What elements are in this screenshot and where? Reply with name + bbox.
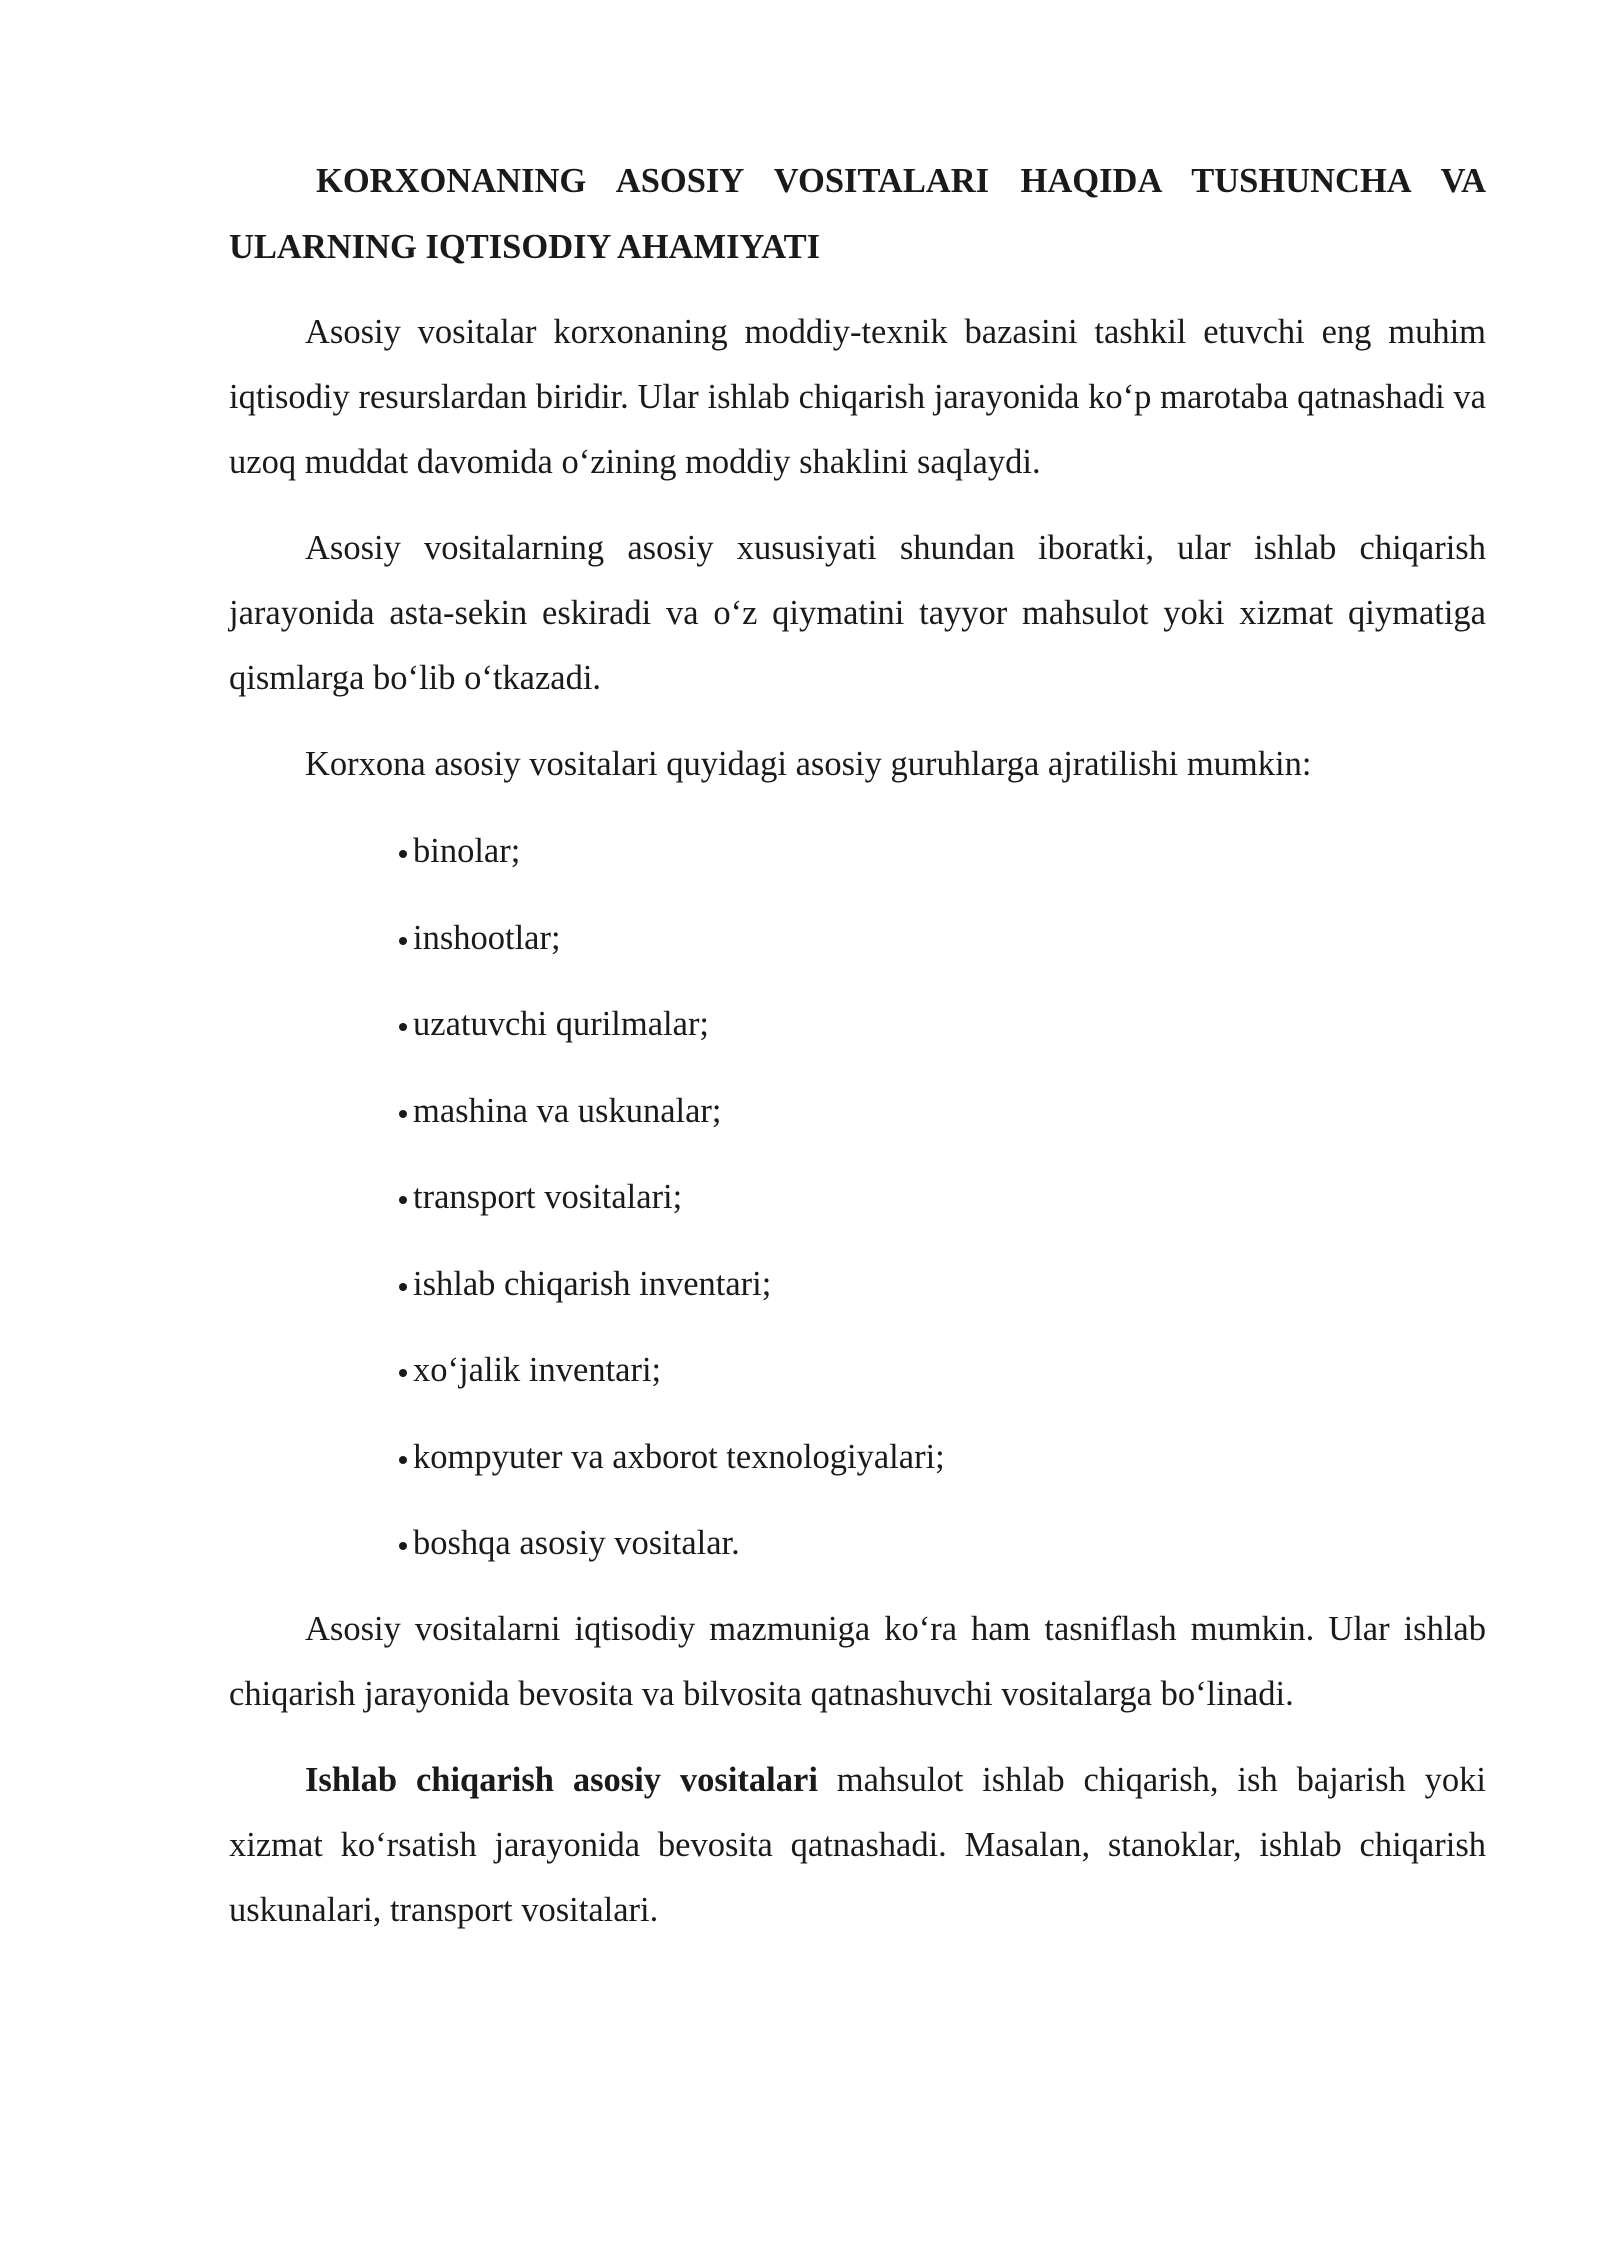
bullet-icon xyxy=(399,1542,407,1550)
paragraph-4: Asosiy vositalarni iqtisodiy mazmuniga ko‘ra ham tasniflash mumkin. Ular ishlab chiqarish jarayonida bevosita va bilvosita qatnashuvchi vositalarga bo‘linadi. xyxy=(229,1609,1486,1713)
list-item: transport vositalari; xyxy=(399,1164,1486,1230)
document-title xyxy=(229,148,1486,280)
bullet-icon xyxy=(399,1283,407,1291)
paragraph-2: Asosiy vositalarning asosiy xususiyati shundan iboratki, ular ishlab chiqarish jarayonida asta-sekin eskiradi va o‘z qiymatini tayyor mahsulot yoki xizmat qiymatiga qismlarga bo‘lib o‘tkazadi. xyxy=(229,529,1486,697)
list-item: kompyuter va axborot texnologiyalari; xyxy=(399,1424,1486,1490)
list-item: uzatuvchi qurilmalar; xyxy=(399,991,1486,1057)
list-item: binolar; xyxy=(399,818,1486,884)
title-line-2: ULARNING IQTISODIY AHAMIYATI xyxy=(229,228,821,266)
list-item: inshootlar; xyxy=(399,905,1486,971)
list-item: xo‘jalik inventari; xyxy=(399,1337,1486,1403)
paragraph-5-bold-term: Ishlab chiqarish asosiy vositalari xyxy=(305,1760,818,1799)
bullet-icon xyxy=(399,1023,407,1031)
bullet-icon xyxy=(399,850,407,858)
bullet-icon xyxy=(399,1110,407,1118)
paragraph-5-text: mahsulot ishlab chiqarish, ish bajarish yoki xizmat ko‘rsatish jarayonida bevosita qatnashadi. Masalan, stanoklar, ishlab chiqarish uskunalari, transport vositalari. xyxy=(229,1760,1486,1929)
bullet-icon xyxy=(399,1196,407,1204)
bullet-icon xyxy=(399,1456,407,1464)
paragraph-1: Asosiy vositalar korxonaning moddiy-texnik bazasini tashkil etuvchi eng muhim iqtisodiy resurslardan biridir. Ular ishlab chiqarish jarayonida ko‘p marotaba qatnashadi va uzoq muddat davomida o‘zining moddiy shaklini saqlaydi. xyxy=(229,313,1486,481)
list-item: ishlab chiqarish inventari; xyxy=(399,1251,1486,1317)
paragraph-5 xyxy=(229,1748,1486,1943)
asset-groups-list xyxy=(229,818,1486,1576)
bullet-icon xyxy=(399,1369,407,1377)
title-line-1: KORXONANING ASOSIY VOSITALARI HAQIDA TUSHUNCHA VA xyxy=(316,162,1486,200)
document-page xyxy=(229,148,1486,1943)
list-item: boshqa asosiy vositalar. xyxy=(399,1510,1486,1576)
bullet-icon xyxy=(399,937,407,945)
list-item: mashina va uskunalar; xyxy=(399,1078,1486,1144)
paragraph-3: Korxona asosiy vositalari quyidagi asosiy guruhlarga ajratilishi mumkin: xyxy=(305,745,1312,783)
